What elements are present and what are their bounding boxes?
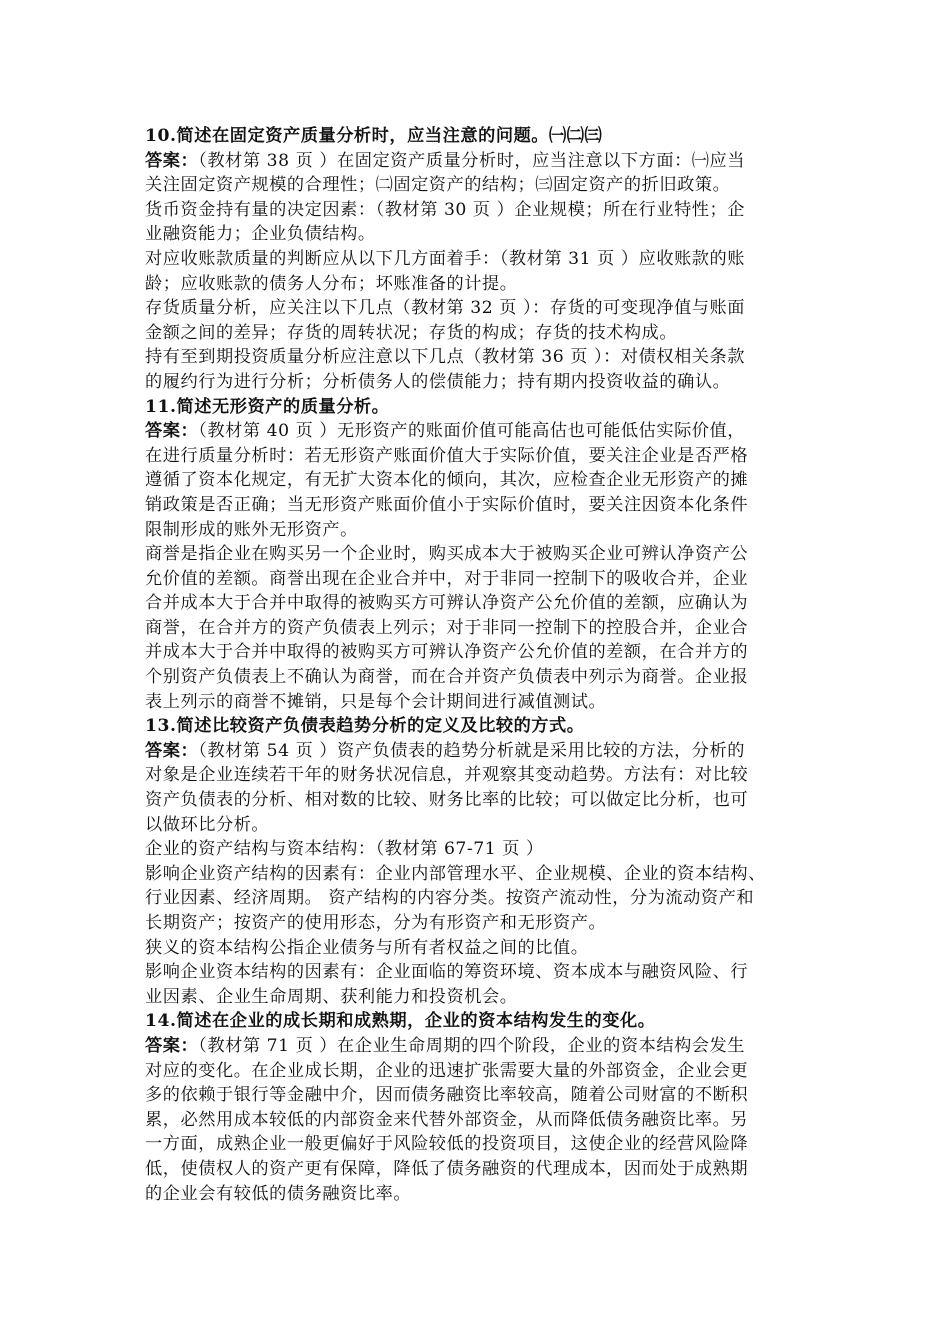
- paragraph-line: 对应的变化。在企业成长期，企业的迅速扩张需要大量的外部资金，企业会更: [145, 1060, 749, 1081]
- paragraph-line: 影响企业资本结构的因素有：企业面临的筹资环境、资本成本与融资风险、行: [145, 962, 749, 983]
- paragraph-line: 持有至到期投资质量分析应注意以下几点（教材第 36 页 ）：对债权相关条款: [145, 347, 746, 368]
- paragraph-line: 对象是企业连续若干年的财务状况信息，并观察其变动趋势。方法有：对比较: [145, 765, 749, 786]
- paragraph-line: 金额之间的差异；存货的周转状况；存货的构成；存货的技术构成。: [145, 322, 678, 343]
- answer-label: 答案：: [145, 740, 199, 761]
- paragraph-line: 在进行质量分析时：若无形资产账面价值大于实际价值，要关注企业是否严格: [145, 445, 749, 466]
- paragraph-line: 业融资能力；企业负债结构。: [145, 224, 376, 245]
- question-14-answer-line-1: 答案：（教材第 71 页 ）在企业生命周期的四个阶段，企业的资本结构会发生: [145, 1035, 746, 1056]
- paragraph-line: 以做环比分析。: [145, 814, 270, 835]
- paragraph-line: 的企业会有较低的债务融资比率。: [145, 1183, 412, 1204]
- paragraph-line: 影响企业资产结构的因素有：企业内部管理水平、企业规模、企业的资本结构、: [145, 863, 766, 884]
- paragraph-line: 合并成本大于合并中取得的被购买方可辨认净资产公允价值的差额，应确认为: [145, 593, 749, 614]
- question-11-answer-line-1: 答案：（教材第 40 页 ）无形资产的账面价值可能高估也可能低估实际价值，: [145, 421, 746, 442]
- question-11-title: 11.简述无形资产的质量分析。: [145, 396, 390, 417]
- question-10-answer-line-2: 关注固定资产规模的合理性；㈡固定资产的结构；㈢固定资产的折旧政策。: [145, 175, 731, 196]
- question-13-answer-line-1: 答案：（教材第 54 页 ）资产负债表的趋势分析就是采用比较的方法，分析的: [145, 740, 746, 761]
- paragraph-line: 资产负债表的分析、相对数的比较、财务比率的比较；可以做定比分析，也可: [145, 790, 749, 811]
- paragraph-line: 商誉，在合并方的资产负债表上列示；对于非同一控制下的控股合并，企业合: [145, 617, 749, 638]
- paragraph-line: 销政策是否正确；当无形资产账面价值小于实际价值时，要关注因资本化条件: [145, 494, 749, 515]
- paragraph-line: 货币资金持有量的决定因素：（教材第 30 页 ）企业规模；所在行业特性；企: [145, 199, 746, 220]
- paragraph-line: 多的依赖于银行等金融中介，因而债务融资比率较高，随着公司财富的不断积: [145, 1085, 749, 1106]
- paragraph-line: 业因素、企业生命周期、获利能力和投资机会。: [145, 986, 518, 1007]
- paragraph-line: 低，使债权人的资产更有保障，降低了债务融资的代理成本，因而处于成熟期: [145, 1158, 749, 1179]
- paragraph-line: 对应收账款质量的判断应从以下几方面着手：（教材第 31 页 ）应收账款的账: [145, 248, 746, 269]
- paragraph-line: 表上列示的商誉不摊销，只是每个会计期间进行减值测试。: [145, 691, 607, 712]
- paragraph-line: 龄；应收账款的债务人分布；坏账准备的计提。: [145, 273, 518, 294]
- paragraph-line: 允价值的差额。商誉出现在企业合并中，对于非同一控制下的吸收合并，企业: [145, 568, 749, 589]
- paragraph-line: 遵循了资本化规定，有无扩大资本化的倾向，其次，应检查企业无形资产的摊: [145, 470, 749, 491]
- question-14-title: 14.简述在企业的成长期和成熟期，企业的资本结构发生的变化。: [145, 1011, 656, 1032]
- paragraph-line: 累，必然用成本较低的内部资金来代替外部资金，从而降低债务融资比率。另: [145, 1109, 749, 1130]
- answer-label: 答案：: [145, 421, 199, 442]
- paragraph-line: 并成本大于合并中取得的被购买方可辨认净资产公允价值的差额，在合并方的: [145, 642, 749, 663]
- paragraph-line: 的履约行为进行分析；分析债务人的偿债能力；持有期内投资收益的确认。: [145, 371, 731, 392]
- question-10-title: 10.简述在固定资产质量分析时，应当注意的问题。㈠㈡㈢: [145, 126, 603, 146]
- answer-label: 答案：: [145, 150, 199, 171]
- document-page: [145, 124, 815, 1206]
- paragraph-line: 企业的资产结构与资本结构：（教材第 67-71 页 ）: [145, 839, 544, 860]
- answer-label: 答案：: [145, 1035, 199, 1056]
- paragraph-line: 一方面，成熟企业一般更偏好于风险较低的投资项目，这使企业的经营风险降: [145, 1134, 749, 1155]
- paragraph-line: 限制形成的账外无形资产。: [145, 519, 358, 540]
- paragraph-line: 长期资产；按资产的使用形态，分为有形资产和无形资产。: [145, 913, 607, 933]
- paragraph-line: 狭义的资本结构公指企业债务与所有者权益之间的比值。: [145, 937, 589, 958]
- paragraph-line: 个别资产负债表上不确认为商誉，而在合并资产负债表中列示为商誉。企业报: [145, 667, 749, 688]
- question-13-title: 13.简述比较资产负债表趋势分析的定义及比较的方式。: [145, 716, 585, 737]
- question-10-answer-line-1: 答案：（教材第 38 页 ）在固定资产质量分析时，应当注意以下方面：㈠应当: [145, 150, 746, 171]
- paragraph-line: 行业因素、经济周期。 资产结构的内容分类。按资产流动性，分为流动资产和: [145, 888, 755, 909]
- paragraph-line: 商誉是指企业在购买另一个企业时，购买成本大于被购买企业可辨认净资产公: [145, 544, 749, 565]
- paragraph-line: 存货质量分析，应关注以下几点（教材第 32 页 ）：存货的可变现净值与账面: [145, 298, 746, 319]
